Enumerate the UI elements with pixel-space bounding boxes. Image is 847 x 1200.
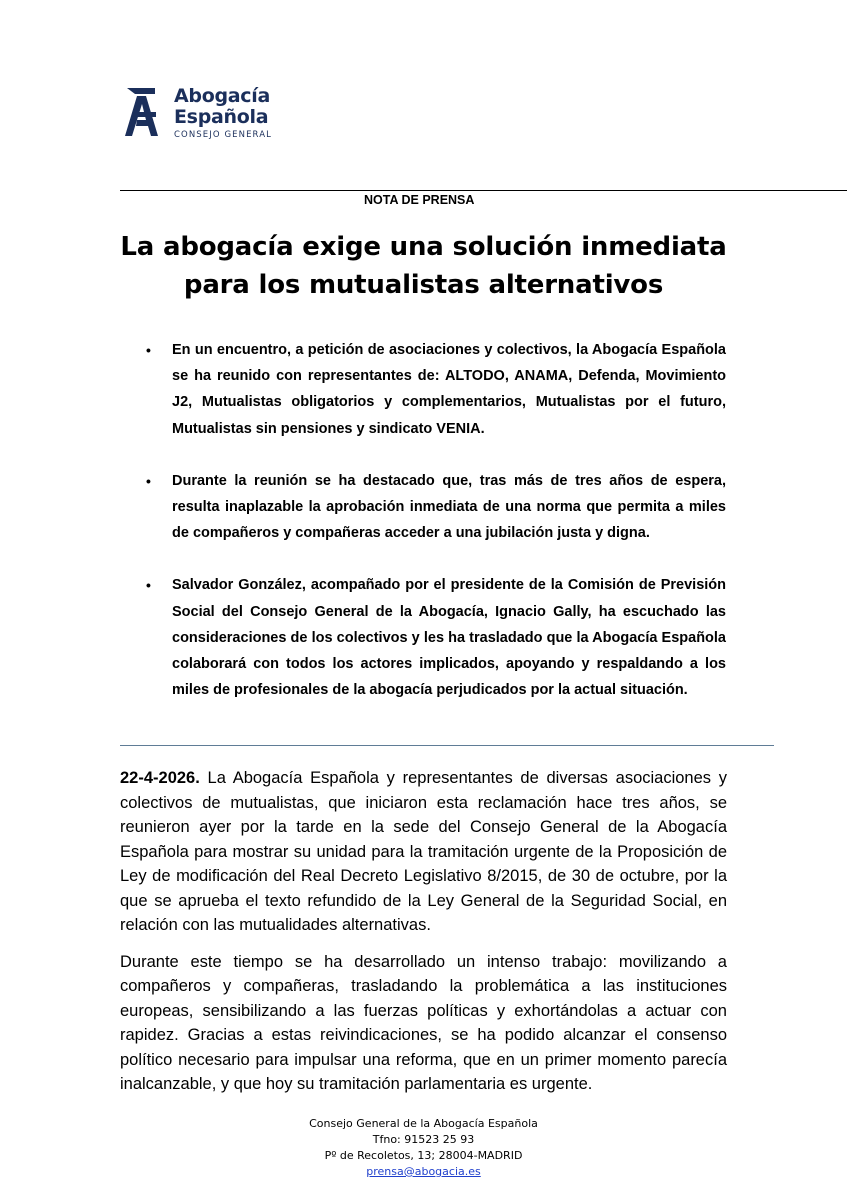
headline-line-1: La abogacía exige una solución inmediata (120, 232, 727, 262)
article-body (120, 766, 727, 1109)
summary-bullets (146, 337, 726, 729)
bullet-item (146, 337, 726, 442)
headline (100, 228, 747, 304)
headline-line-2: para los mutualistas alternativos (183, 270, 664, 300)
footer-phone: Tfno: 91523 25 93 (372, 1133, 475, 1146)
abogacia-logo (124, 86, 274, 142)
bullet-dot-icon: • (146, 342, 151, 358)
paragraph-1-text: La Abogacía Española y representantes de diversas asociaciones y colectivos de mutualistas, que iniciaron esta reclamación hace tres años, se reunieron ayer por la tarde en la sede del Consejo General de la Abogacía Española para mostrar su unidad para la tramitación urgente de la Proposición de Ley de modificación del Real Decreto Legislativo 8/2015, de 30 de octubre, por la que se aprueba el texto refundido de la Ley General de la Seguridad Social, en relación con las mutualidades alternativas. (120, 769, 727, 934)
body-paragraph-1 (120, 766, 727, 938)
bullet-dot-icon: • (146, 472, 151, 489)
section-divider (120, 745, 774, 746)
article-date: 22-4-2026. (120, 769, 200, 787)
footer-address: Pº de Recoletos, 13; 28004-MADRID (324, 1149, 523, 1162)
footer-email-link[interactable]: prensa@abogacia.es (366, 1165, 481, 1178)
logo-text (174, 86, 272, 140)
bullet-item (146, 468, 726, 547)
press-release-label: NOTA DE PRENSA (364, 193, 475, 207)
logo-line-1: Abogacía (174, 85, 270, 107)
bullet-text: Durante la reunión se ha destacado que, tras más de tres años de espera, resulta inaplazable la aprobación inmediata de una norma que permita a miles de compañeros y compañeras acceder a una jubilación justa y digna. (172, 472, 726, 542)
bullet-text: En un encuentro, a petición de asociaciones y colectivos, la Abogacía Española se ha reunido con representantes de: ALTODO, ANAMA, Defenda, Movimiento J2, Mutualistas obligatorios y complementarios, Mutualistas por el futuro, Mutualistas sin pensiones y sindicato VENIA. (172, 342, 726, 437)
top-divider (120, 190, 847, 191)
body-paragraph-2: Durante este tiempo se ha desarrollado un intenso trabajo: movilizando a compañeros y compañeras, trasladando la problemática a las instituciones europeas, sensibilizando a las fuerzas políticas y exhortándolas a actuar con rapidez. Gracias a estas reivindicaciones, se ha podido alcanzar el consenso político necesario para impulsar una reforma, que en un primer momento parecía inalcanzable, y que hoy su tramitación parlamentaria es urgente. (120, 952, 727, 1093)
logo-subtitle: CONSEJO GENERAL (174, 130, 272, 140)
logo-mark-icon (124, 86, 158, 140)
footer-organization: Consejo General de la Abogacía Española (309, 1117, 538, 1130)
bullet-item (146, 572, 726, 703)
bullet-text: Salvador González, acompañado por el presidente de la Comisión de Previsión Social del Consejo General de la Abogacía, Ignacio Gally, ha escuchado las consideraciones de los colectivos y les ha trasladado que la Abogacía Española colaborará con todos los actores implicados, apoyando y respaldando a los miles de profesionales de la abogacía perjudicados por la actual situación. (172, 577, 726, 699)
footer (200, 1116, 647, 1180)
logo-line-2: Española (174, 106, 269, 128)
bullet-dot-icon: • (146, 577, 151, 594)
